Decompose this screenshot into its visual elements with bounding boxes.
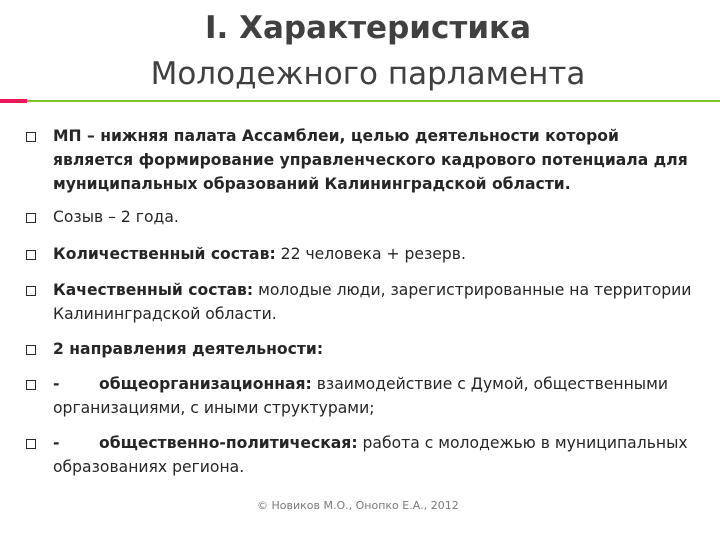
hollow-square-bullet-icon bbox=[26, 345, 36, 355]
hollow-square-bullet-icon bbox=[26, 132, 36, 142]
bullet-item-direction-political bbox=[24, 431, 704, 479]
accent-bar bbox=[0, 99, 27, 103]
bullet-text: работа с молодежью в муниципальных образованиях региона. bbox=[53, 434, 688, 476]
bullet-dash: - bbox=[53, 375, 60, 393]
bullet-item-term bbox=[24, 205, 704, 229]
bullet-item-direction-general bbox=[24, 372, 704, 420]
bullet-item-directions bbox=[24, 337, 704, 361]
title-divider bbox=[27, 100, 720, 102]
bullet-text: 2 направления деятельности: bbox=[53, 340, 324, 358]
bullet-label: общеорганизационная: bbox=[99, 375, 312, 393]
bullet-item-quantity bbox=[24, 242, 704, 266]
bullet-text: взаимодействие с Думой, общественными организациями, с иными структурами; bbox=[53, 375, 669, 417]
hollow-square-bullet-icon bbox=[26, 286, 36, 296]
bullet-label: общественно-политическая: bbox=[99, 434, 358, 452]
hollow-square-bullet-icon bbox=[26, 380, 36, 390]
bullet-text: молодые люди, зарегистрированные на территории Калининградской области. bbox=[53, 281, 692, 323]
slide-title-line-2: Молодежного парламента bbox=[150, 56, 586, 92]
bullet-text: МП – нижняя палата Ассамблеи, целью деятельности которой является формирование управленческого кадрового потенциала для муниципальных образований Калининградской области. bbox=[53, 127, 688, 193]
bullet-list bbox=[24, 124, 704, 479]
hollow-square-bullet-icon bbox=[26, 439, 36, 449]
bullet-text: Созыв – 2 года. bbox=[53, 208, 179, 226]
bullet-item-quality bbox=[24, 278, 704, 326]
bullet-label: Количественный состав: bbox=[53, 245, 276, 263]
bullet-item-purpose bbox=[24, 124, 704, 196]
footer-copyright: © Новиков М.О., Онопко Е.А., 2012 bbox=[257, 499, 459, 512]
hollow-square-bullet-icon bbox=[26, 213, 36, 223]
bullet-text: 22 человека + резерв. bbox=[275, 245, 466, 263]
hollow-square-bullet-icon bbox=[26, 250, 36, 260]
bullet-label: Качественный состав: bbox=[53, 281, 254, 299]
slide-title-line-1: I. Характеристика bbox=[205, 10, 531, 46]
bullet-dash: - bbox=[53, 434, 60, 452]
